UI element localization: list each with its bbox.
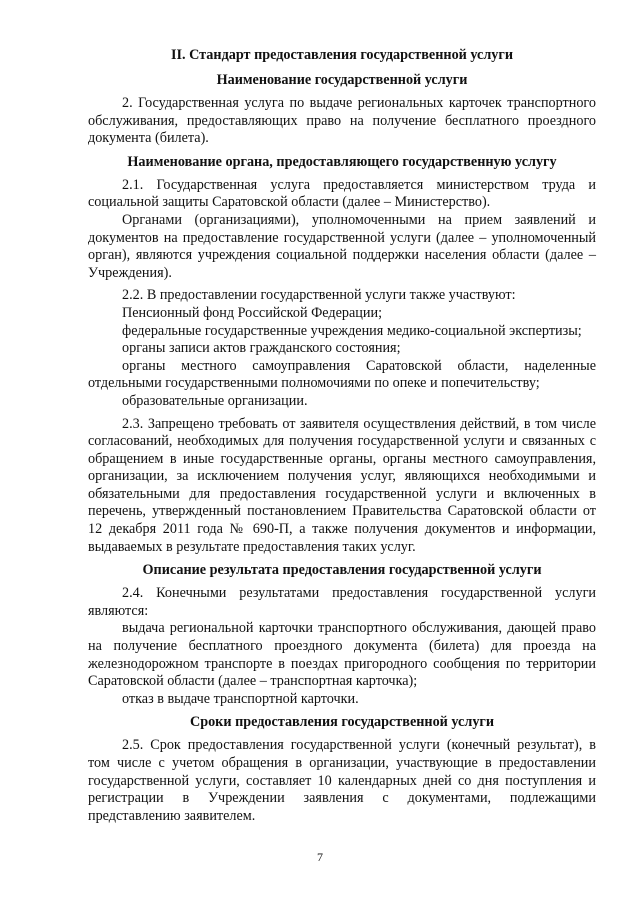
heading-service-name: Наименование государственной услуги (216, 72, 468, 88)
result-item-refusal: отказ в выдаче транспортной карточки. (122, 690, 359, 707)
result-item-card-issuance: выдача региональной карточки транспортного обслуживания, дающей право на получение бесплатного проездного документа (билета) для проезда на железнодорожном транспорте в поездах пригородного сообщения по территории Саратовской области (далее – транспортная карточка); (88, 620, 596, 690)
paragraph-2-4: 2.4. Конечными результатами предоставления государственной услуги являются: (88, 585, 596, 619)
list-item-pension-fund: Пенсионный фонд Российской Федерации; (122, 304, 383, 321)
list-item-local-government: органы местного самоуправления Саратовской области, наделенные отдельными государственными полномочиями по опеке и попечительству; (88, 357, 596, 392)
paragraph-2-5: 2.5. Срок предоставления государственной услуги (конечный результат), в том числе с учетом обращения в организации, участвующие в предоставлении государственной услуги, составляет 10 календарных дней со дня поступления и регистрации в Учреждении заявления с документами, подлежащими представлению заявителем. (88, 737, 596, 824)
paragraph-2-1: 2.1. Государственная услуга предоставляется министерством труда и социальной защиты Саратовской области (далее – Министерство). (88, 176, 596, 211)
document-page (88, 46, 596, 825)
list-item-civil-registry: органы записи актов гражданского состояния; (122, 340, 401, 357)
heading-result-description: Описание результата предоставления государственной услуги (142, 562, 542, 579)
paragraph-2: 2. Государственная услуга по выдаче региональных карточек транспортного обслуживания, предоставляющих право на получение бесплатного проездного документа (билета). (88, 95, 596, 147)
heading-authority-name: Наименование органа, предоставляющего государственную услугу (127, 153, 557, 170)
section-title: II. Стандарт предоставления государственной услуги (170, 47, 514, 63)
paragraph-2-3: 2.3. Запрещено требовать от заявителя осуществления действий, в том числе согласований, необходимых для получения государственной услуги и связанных с обращением в иные государственные органы, органы местного самоуправления, организации, за исключением получения услуг, являющихся необходимыми и обязательными для предоставления государственной услуги и включенных в перечень, утвержденный постановлением Правительства Саратовской области от 12 декабря 2011 года № 690-П, а также получения документов и информации, выдаваемых в результате предоставления таких услуг. (88, 415, 596, 555)
page-number: 7 (317, 850, 323, 864)
paragraph-2-2: 2.2. В предоставлении государственной услуги также участвуют: (122, 287, 516, 304)
heading-service-terms: Сроки предоставления государственной услуги (189, 714, 495, 731)
paragraph-2-1-authorized-bodies: Органами (организациями), уполномоченными на прием заявлений и документов на предоставление государственной услуги (далее – уполномоченный орган), являются учреждения социальной поддержки населения области (далее – Учреждения). (88, 211, 596, 281)
list-item-educational-organizations: образовательные организации. (122, 392, 308, 409)
list-item-medical-expertise: федеральные государственные учреждения медико-социальной экспертизы; (122, 322, 582, 339)
